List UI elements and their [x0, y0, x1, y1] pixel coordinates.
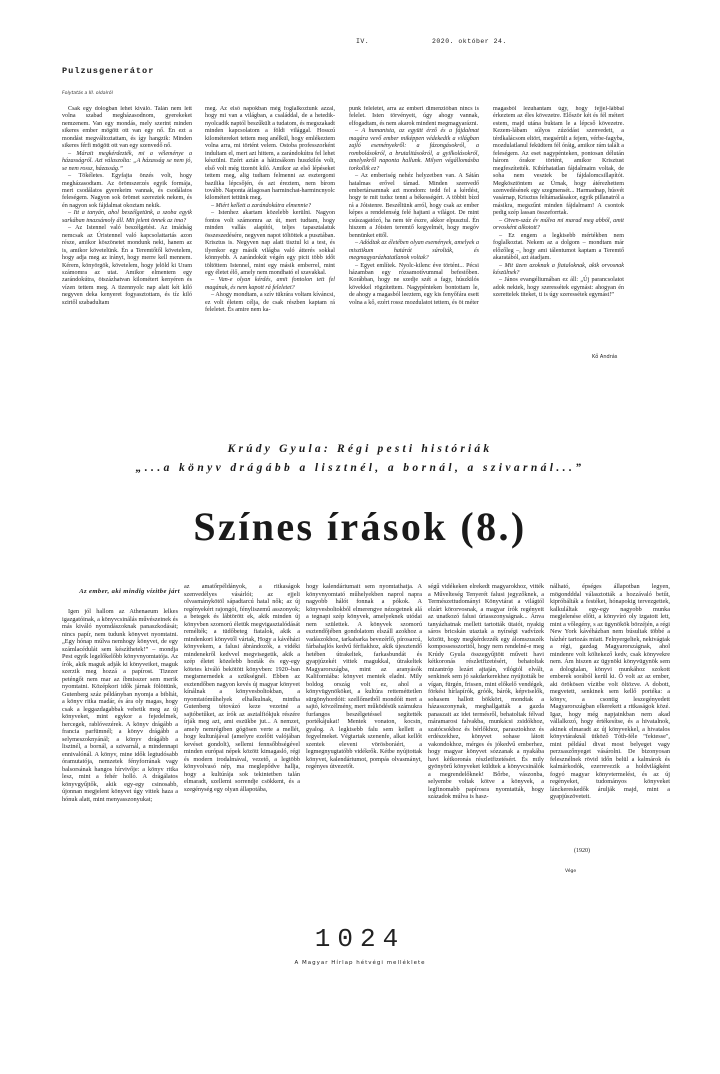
interview-paragraph: magasból lezuhantam úgy, hogy fejjel-lábbal érkeztem az éles kövezetre. Először két és fél métert estem, majd utána buktam le a lépcső kövezetre. Kezem-lábam súlyos zúzódást szenvedett, a térdkalácsom eltört, megsérült a fejem, vérbe-fagyba, mozdulatlanul feküdtem fél óráig, amikor rám talált a feleségem. Az eset nagypénteken, pontosan délután három órakor történt, amikor Krisztust megfeszítették. Kibírhatatlan fájdalmaim voltak, de soha nem vesztek be fájdalomcsillapítót. Megkösztöntem az Úrnak, hogy átérezhettem szenvedésének egy szegmensét... Harmadnap, húsvét vasárnap, Krisztus feltámadásakor, egyik pillanatról a másikra, megszűnt minden fájdalmam! A csontok pedig szép lassan összeforrtak. — [493, 106, 624, 217]
page-number: 1024 — [314, 924, 406, 954]
interview-paragraph: – Az emberiség nehéz helyzetben van. A Sátán hatalmas erővel támad. Minden szenvedő embertársamnak azt mondom: tedd fel a kérdést, hogy te mit tudsz tenni a békességért. A többit bízd rá a Jóistenre. Beszéltünk arról, hogy csak az ember képes a rendelenség felé hajtani a világot. De mint csúszagatózó, ha nem tér észre, akkor elpusztul. Én hiszem a Jóisten teremtő kegyelmét, hogy megóv bennünket ettől. — [349, 173, 479, 239]
interview-question: – Adódtak az életében olyan események, amelyek a misztikum határát súrolták, és megmagyarázhatatlanok voltak? — [349, 240, 479, 262]
interview-paragraph: punk feleletet, arra az emberi dimenzióban nincs is felelet. Isten törvényeit, úgy ahogy vannak, elfogadtam, és nem akarok mindent megmagyarázni. — [349, 106, 479, 127]
interview-question: – Mit üzen azoknak a fiataloknak, akik orvosnak készülnek? — [493, 262, 624, 276]
feature-headline: Színes írások (8.) — [193, 504, 527, 549]
interview-column-4 — [493, 106, 624, 368]
feature-column-1 — [62, 608, 178, 856]
interview-paragraph: – Istenhez akartam közelebb kerülni. Nagyon fontos volt számomra az út, mert tudtam, hogy minden vallás alapítói, teljes tapasztalatuk összeszedésére, negyven napot töltöttek a pusztában. Krisztus is. Negyven nap alatt tisztul ki a test, és ilyenkor egy másik világba való átterés sokkal könnyebb. A zarándokút végén egy picit több időt töltöttem Istennel, mint egy másik emberrel, mint egy életet élő, amely nem mondható el szavakkal. — [205, 210, 335, 276]
feature-paragraph: hogy kalendáriumait sem nyomtathatja. A könyvnyomtató műhelyekben naprol napra nagyobb hálót fonnak a pókok. A könyvesboltokból elmerengve nézegetnek alá a tegnapi szép könyvek, amelyeknek utódai nem születtek. A könyvek szomorú esztendőjében gondolatom elszáll azokhoz a vadászokhoz, tarkabarka bevezérlő, pírosarcú, fárbahajlós kedvű férfiakhoz, akik újesztendő hetében útrakeltek, farkasbundát és gyapjúzekét vittek magukkal, útrakeltek Magyarországba, mint az aranyásók Kaliforniába: könyvet mentek eladni. Mily boldog ország volt ez, ahol a könyvügynököket, a kultúra retteméttetlen sürgönyhordóit: szellőmetből mondóít mert a sajtó, kövzélmény, mert működésük számukra furfangos beszélgetéssel segítették portékájukat! Mentek vonaton, kocsin, gyalog. A legkisebb falu sem kellett a fegyelmeket. Végtartak szenenfe, alkat kellőt szentek eleveni vörösboráért, a legmegnyugtatóbb vidékrők. Kétbe nyújtottak könyvet, kalendáriumot, pompás olvasmányt, regényes útvezetőt. — [306, 583, 422, 770]
feature-paragraph: az amatőrpéldányok, a ritkaságok szenvedélyes vásárlói; az ejjeli olvasmánykötöl sápadtarcú hatal nők; az új regényekért rajongói, fényliszemű asszonyok; a betegek és lábtörött ek, akik minden új könyvben szomorú életük megvigasztalódását remélték; a tüdőbeteg fiatalok, akik a mindenkori könyvtől vártak, Hogy a kávéházi könyvekem, a falusi ábrándozók, a vidéki mindenekről kedvvel megvisegetik, akik a szép életet közelebb hozták és egy-egy kötetes kiváló bekötött könyvben: 1920–ban megismernedek a szükségnél. Ebben az esztendőben nagyon kevés új magyar könyvet kínálnak a könyvesboltokban, a nyomtatóműhelyek elhalkulnak, mintha Gutenberg tétovázó keze vezetné a sajtóbetűket, az írók az asztalfiókjuk részére írják meg azt, ami eszükbe jut... A nemzet, amely nemrégiben gógösen verte a mellét, hogy kulturájával (amelyre ezelőtt valójában kevéset gondolt), sellemi fennsőbbségével minden európai népek között kimagasló, régi és modern irodalmával, vezető, a legtöbb könyvolvasó nép, ma meglepődve hallja, hogy a kultúrája sok tekintetben talán elmaradt, szellemi sorrendje csökkent, és a szegénység egy olyan állapotába, — [184, 583, 300, 793]
issue-date: 2020. október 24. — [432, 38, 507, 45]
feature-year: (1920) — [574, 848, 590, 854]
feature-kicker-author: Krúdy Gyula: Régi pesti históriák — [227, 443, 493, 455]
feature-paragraph: Igen jól hallom az Athenaeum lelkes igazgatóinak, a könyvcsinálás művészeinek és más kiváló nyomdászoknak panaszkodását; nincs papír, nem tudunk könyvet nyomtatni. „Egy hónap múlva nemhogy könyvet, de egy számlacédulát sem készíthetek!” – mondja Pest egyik legelőkelőbb könyvnyomtatója. Az írók, akik maguk adják ki könyveiket, maguk szerzik meg hozzá a papírost. Tizezer peténgőt nem mar az íbmisszer sem merik nyomtatni. Középkori idők járnak fölöttünk, Gutenberg száz példányban nyomja a bibliát, a könyv ritka madár, és ára oly magas, hogy csak a leggazdagabbak vehetik meg az új könyveket, mint egykor a fejedelmek, hercegek, rablóvezérek. A könyv drágább a francia parfümnél; a könyv drágább a selymeszoknyánál; a könyv drágább a lisztnél, a bornál, a szivarnál, a mindennapi ennivalónál. A könyv, mine idők legtudósabb óramutatója, nemzetek fényforrának vagy balsorsának hangos hírvivője: a könyv ritka lesz, mint a fehér holló. A drágálatos könyvgyűjtők, akik egy-egy csinosabb, újonnan megjelent könyvet úgy vittek haza a hónuk alatt, mint menyasszonyukat; — [62, 608, 178, 803]
end-mark: Vége — [565, 869, 577, 874]
interview-paragraph: – Egyet említek. Nyolc-kilenc éve történt... Pécsi házamban egy rózsamotívummal befestőben. Korábban, hogy ne szedje szét a fagy, húszkilós kövekkel rögzítettem. Nagypénteken bontottam le, de ahogy a magasból leeztem, egy kis fenyőfára esett volna a kő, ezért rossz mozdulatot tettem, és öt méter — [349, 262, 479, 306]
interview-paragraph: – Ahogy mondtam, a szív tükrára voltam kíváncsi, ez volt életem célja, de csak részben kaptam rá feleletet. És amire nem ka- — [205, 292, 335, 314]
feature-paragraph: nálható, épséges állapotban legyen, mögondddal választották a hozzávaló betűt, kipróbálták a festéket, hónapokig tervezgettek, kalkuláltak egy-egy nagyobb munka megjelenése előtt, a könyvíró oly izgatott lett, mint a vőlegény, s az ügynökök börzéjén, a régi New York kávéházban nem búsultak többé a házhér tartozás miatt. Felnyergeltek, nekivágtak a régi, gazdag Magyarországnak, ahol mindenre volt költekező kedv, csak könyvekre nem. Ám hiszen az ügynöki könyvügynök sem a dologtalan, könyvi munkához szokott emberek sorából kerül ki. Ő volt az az ember, aki örökösen vízitbe volt öltözve. A dobott, megvetett, senkinek sem kellő portéka: a könyv, a csontig leszegényedett Magyarországban elkerekett a ritkaságok közé. Igaz, hogy még napjainkban nem akad vállalkozó, hogy értékesítse, és a hivatalnok, akinek elmaradt az új könyvekkel, a hivatalos könyvtáraknál ütköző Tóth-féle "fektesse", mint például divat most belyeget vagy perzsaszőnyeget vásárolni. De bizonyosan felesznélnek rövid időn belül a kalmárok és kalmárkodók, ezerrevezik a holdvilágként fogyó magyar könyvtermelést, és az új regényeket, tudományos könyveket lánckereskedők árulják majd, mint a gyapjúszöveteit. — [550, 583, 670, 800]
feature-subhead: Az ember, aki mindig vízitbe járt — [79, 588, 180, 595]
supplement-title: A Magyar Hírlap hétvégi melléklete — [294, 960, 426, 966]
feature-column-4 — [428, 583, 544, 856]
interview-question: – Miért kellett a zarándokútra elmennie? — [211, 202, 312, 209]
feature-kicker-quote: „...a könyv drágább a lisztnél, a bornál, a szivarnál...” — [135, 462, 585, 474]
interview-paragraph: – Ez engem a legkisebb mértékben nem foglalkoztat. Nekem az a dolgom – mondtam már előzőleg –, hogy ami tálentumot kaptam a Teremtő akaratából, azt átadjam. — [493, 232, 624, 262]
interview-question: – Van-e olyan kérdés, amit fontolon tett fel magának, és nem kapott rá feleletet? — [205, 277, 335, 291]
continued-note: Folytatás a III. oldalról — [62, 91, 113, 96]
interview-paragraph: meg. Az első napokban még foglalkoztunk azzal, hogy mi van a világban, a családdal, de a hetedik-nyolcadik naptól beszűkült a tudatom, és megszakadt minden kapcsolatom a földi világgal. Hosszú kilométereket tettem meg anélkül, hogy emlékeztem volna arra, mi történt velem. Ostoba professzorként indultam el, mert azt hittem, a zarándokútra fel lehet készülni. Ezért aztán a hátizsákom huszkilós volt, első volt még tizenöt kiló. Amikor az első lépéseket tettem meg, alig tudtam felmenni az esztergomi bazilika lépcsőjén, és azt éreztem, nem bírom tovább. Naponta átlagosan harminchat-harmincnyolc kilométert tettünk meg. — [205, 106, 335, 202]
feature-column-2 — [184, 583, 300, 856]
feature-column-3 — [306, 583, 422, 856]
feature-paragraph: ségű vidékeken elrekedt magyarokhoz, vitték a Művelteség Tenyerét falusi jegyzőknek, a Természettudományi Könyvtárat a világtól elzárt körorvosnak, a magyar írók regényeit az unatkozó falusi úriasszonyságnak... Ánva tanyázhatnak mellett tartották ütaiót, nyakig sáros bricskán utaztak a nyírségi vadvízek között, hogy megkérdezzék egy álomszuszék kompossesszorttól, hogy nem rendelné-e meg Krúdy Gyula összegyűjtött műveit havi kétkoronás részletfizetésért, behatoltak mizantróp lezárt ajtaján, vilógtól elvált, senkinek sem jó sakdarkerekhez nyújtották be vígan, fürgén, frissen, mint előkelő vendégek, förkési hírlapírók, gróók, bárók, képviselők, sohasem hallott bökkört, mondtak a házasszonynak, meghallgatták a gazda panaszait az idei termésről, behatoltak félvad máramarosi falvakba, munkácsi zsidókhoz, szatócsokhoz és bérlőkhoz, parasztokhoz és erdészekhez, könyvet sohase látott vakondokhoz, mérges és jókedvű emberhez, hogy magyar könyvet sózzanak a nyakába havi kétkoronás részletfizetésért. És mily gyönyörű könyveket küldtek a könyvcsinálók a megrendelőknek! Bőrbe, vászonba, selyembe voltak kötve a könyvek, a legfinomabb papírosra nyomtatták, hogy századok múlva is hasz- — [428, 583, 544, 800]
feature-column-5 — [550, 583, 670, 856]
interview-question: – Otven-száz év múlva mi marad meg abból, amit orvosként alkotott? — [493, 217, 624, 232]
interview-paragraph: – János evangéliumában ez áll: „Új parancsolatot adok nektek, hogy szeressétek egymást: ahogyan én szerettelek titeket, ti is úgy szeressétek egymást!” — [493, 277, 624, 299]
interview-question: – Márait megkérdezték, mi a véleménye a házasságról. Azt válaszolta: „A házasság se nem jó, se nem rossz, házasság.” — [62, 150, 192, 172]
interview-column-2 — [205, 106, 335, 364]
interview-paragraph: Csak egy dologban lehet kiváló. Talán nem lett volna szabad megházasodnom, gyerekeket nemzenem. Van egy mondás, mely szerint minden sikeres ember mögött ott van egy nő. Én ezt a mondást megváltoztattam, és így hangzik: Minden sikeres férfi mögött ott van egy szenvedő nő. — [62, 106, 192, 150]
interview-paragraph: – Tökéletes. Egyfajta önzés volt, hogy megházasodtam. Az örömszerzés egyik formája, mert csodálatos gyerekeim vannak, és csodálatos feleségem. Nagyon sok örömet szereztek nekem, és én nagyon sok fájdalmat okoztam nekik. — [62, 173, 192, 209]
interview-paragraph: – Az Istennel való beszélgetést. Az imádság nemcsak az Úristennel való kapcsolattartás azon része, amikor köszönetet mondunk neki, hanem az is, amikor követelünk. Én a Teremtőtől követelem, hogy adja meg az irányt, hogy merre kell mennem. Kérem, könyörgök, követelem, hogy jelöld ki Uram számomra az utat. Amikor elmentem egy zarándokútra, ötszázhatvan kilométert kenyéren és vízen tettem meg. A tizennyolc nap alatt két kiló negyven deka kenyeret fogyasztottam, és tíz kiló szirtől szabadultam — [62, 225, 192, 306]
section-title: Pulzusgenerátor — [62, 66, 155, 76]
interview-column-3 — [349, 106, 479, 364]
interview-column-1 — [62, 106, 192, 364]
interview-question: – A humanista, az együtt érző és a fájdalmat magára vevő ember miképpen védekedik a világban zajló eseményekről: a fázongásokról, a rombolásokról, a brutalitásokról, a gyilkolásokról, amelyekről naponta hallunk. Milyen végállomásba torkollik ez? — [349, 128, 479, 172]
issue-number: IV. — [356, 38, 370, 45]
interview-author: Kő András — [592, 354, 618, 360]
interview-question: – Itt a tanyán, ahol beszélgetünk, a szoba egyik sarkában imazsámoly áll. Mit jelent önnek az ima? — [62, 210, 192, 224]
